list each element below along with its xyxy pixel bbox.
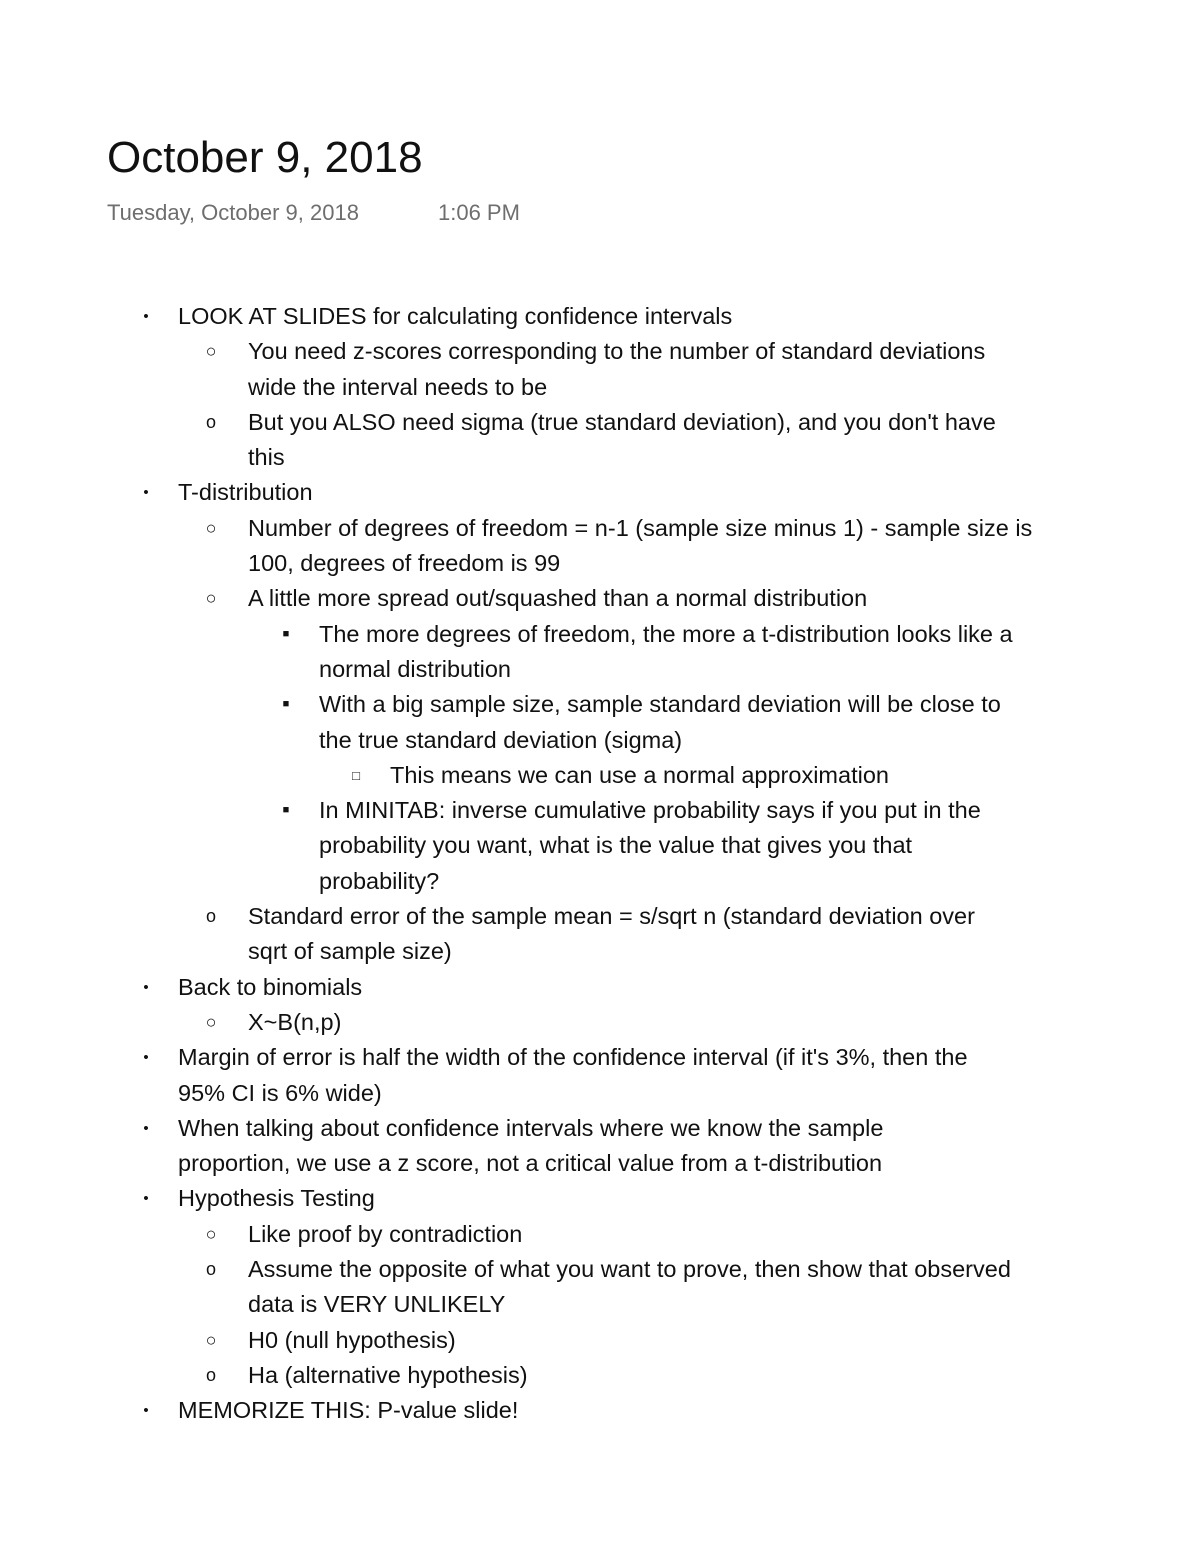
list-item-text: 95% CI is 6% wide) [178,1079,382,1106]
list-item-text: Margin of error is half the width of the confidence interval (if it's 3%, then the [178,1044,968,1071]
list-item-text: Back to binomials [178,973,363,1000]
list-item-text: this [248,444,285,471]
list-item-text: probability you want, what is the value that gives you that [319,832,913,859]
list-item [0,1181,1200,1216]
bullet-disc-icon: • [143,1190,149,1208]
bullet-disc-icon: • [143,308,149,325]
list-item-text: In MINITAB: inverse cumulative probability says if you put in the [319,797,981,824]
list-item-continuation [0,934,1200,969]
list-item [0,1393,1200,1428]
list-item-text: Assume the opposite of what you want to prove, then show that observed [248,1256,1011,1283]
bullet-square-icon: ■ [282,804,290,817]
list-item-continuation [0,1076,1200,1111]
list-item [0,1005,1200,1040]
bullet-square-icon: ■ [282,698,290,711]
list-item [0,758,1200,793]
list-item [0,299,1200,334]
list-item-text: Like proof by contradiction [248,1220,523,1247]
list-item [0,899,1200,934]
list-item [0,334,1200,369]
list-item-text: This means we can use a normal approximation [390,761,889,788]
list-item [0,1111,1200,1146]
list-item [0,793,1200,828]
list-item-text: probability? [319,867,440,894]
bullet-circle-icon: ○ [205,1329,217,1350]
bullet-hollow-square-icon: □ [352,767,360,783]
bullet-circle-icon: ○ [205,341,217,362]
page-date: Tuesday, October 9, 2018 [107,200,359,225]
list-item [0,475,1200,510]
bullet-circle-icon: ○ [205,1011,217,1032]
list-item-text: Number of degrees of freedom = n-1 (sample size minus 1) - sample size is [248,514,1033,541]
list-item-text: data is VERY UNLIKELY [248,1291,506,1318]
list-item-continuation [0,1146,1200,1181]
list-item [0,511,1200,546]
bullet-circle-icon: ○ [205,1223,217,1244]
list-item [0,617,1200,652]
list-item-text: But you ALSO need sigma (true standard deviation), and you don't have [248,408,996,435]
list-item [0,1040,1200,1075]
bullet-disc-icon: • [143,1049,149,1067]
list-item-continuation [0,828,1200,863]
list-item [0,1217,1200,1252]
list-item [0,1358,1200,1393]
page-title: October 9, 2018 [107,133,423,182]
list-item-text: Hypothesis Testing [178,1185,375,1212]
list-item-text: The more degrees of freedom, the more a t-distribution looks like a [319,620,1013,647]
list-item-continuation [0,864,1200,899]
list-item-text: Ha (alternative hypothesis) [248,1361,528,1388]
list-item-text: normal distribution [319,655,512,682]
bullet-disc-icon: • [143,1402,149,1420]
list-item-continuation [0,370,1200,405]
list-item-continuation [0,723,1200,758]
list-item-continuation [0,546,1200,581]
list-item-continuation [0,1287,1200,1322]
list-item-text: T-distribution [178,479,313,506]
list-item-text: When talking about confidence intervals where we know the sample [178,1114,884,1141]
bullet-circle-icon: ○ [205,517,217,538]
list-item-text: MEMORIZE THIS: P-value slide! [178,1397,519,1424]
bullet-o-icon: o [205,906,216,927]
list-item [0,405,1200,440]
list-item-text: the true standard deviation (sigma) [319,726,683,753]
bullet-o-icon: o [205,411,216,432]
list-item [0,1252,1200,1287]
bullet-square-icon: ■ [282,627,290,640]
list-item [0,581,1200,616]
bullet-disc-icon: • [143,978,149,996]
list-item-text: Standard error of the sample mean = s/sqrt n (standard deviation over [248,903,975,930]
list-item-continuation [0,652,1200,687]
list-item-text: wide the interval needs to be [248,373,548,400]
bullet-o-icon: o [205,1259,216,1280]
note-body [0,299,1200,1436]
list-item [0,687,1200,722]
bullet-circle-icon: ○ [205,588,217,609]
bullet-disc-icon: • [143,1119,149,1137]
list-item-text: With a big sample size, sample standard deviation will be close to [319,691,1001,718]
bullet-disc-icon: • [143,484,149,502]
list-item-text: LOOK AT SLIDES for calculating confidence intervals [178,303,733,329]
list-item [0,970,1200,1005]
page-time: 1:06 PM [438,200,520,225]
list-item-text: X~B(n,p) [248,1008,342,1035]
list-item-text: H0 (null hypothesis) [248,1326,456,1353]
list-item-text: 100, degrees of freedom is 99 [248,550,561,577]
list-item-text: You need z-scores corresponding to the number of standard deviations [248,338,986,365]
list-item-continuation [0,440,1200,475]
list-item-text: A little more spread out/squashed than a normal distribution [248,585,868,612]
list-item-text: proportion, we use a z score, not a critical value from a t-distribution [178,1150,883,1177]
list-item-text: sqrt of sample size) [248,938,452,965]
list-item [0,1323,1200,1358]
bullet-o-icon: o [205,1364,216,1385]
